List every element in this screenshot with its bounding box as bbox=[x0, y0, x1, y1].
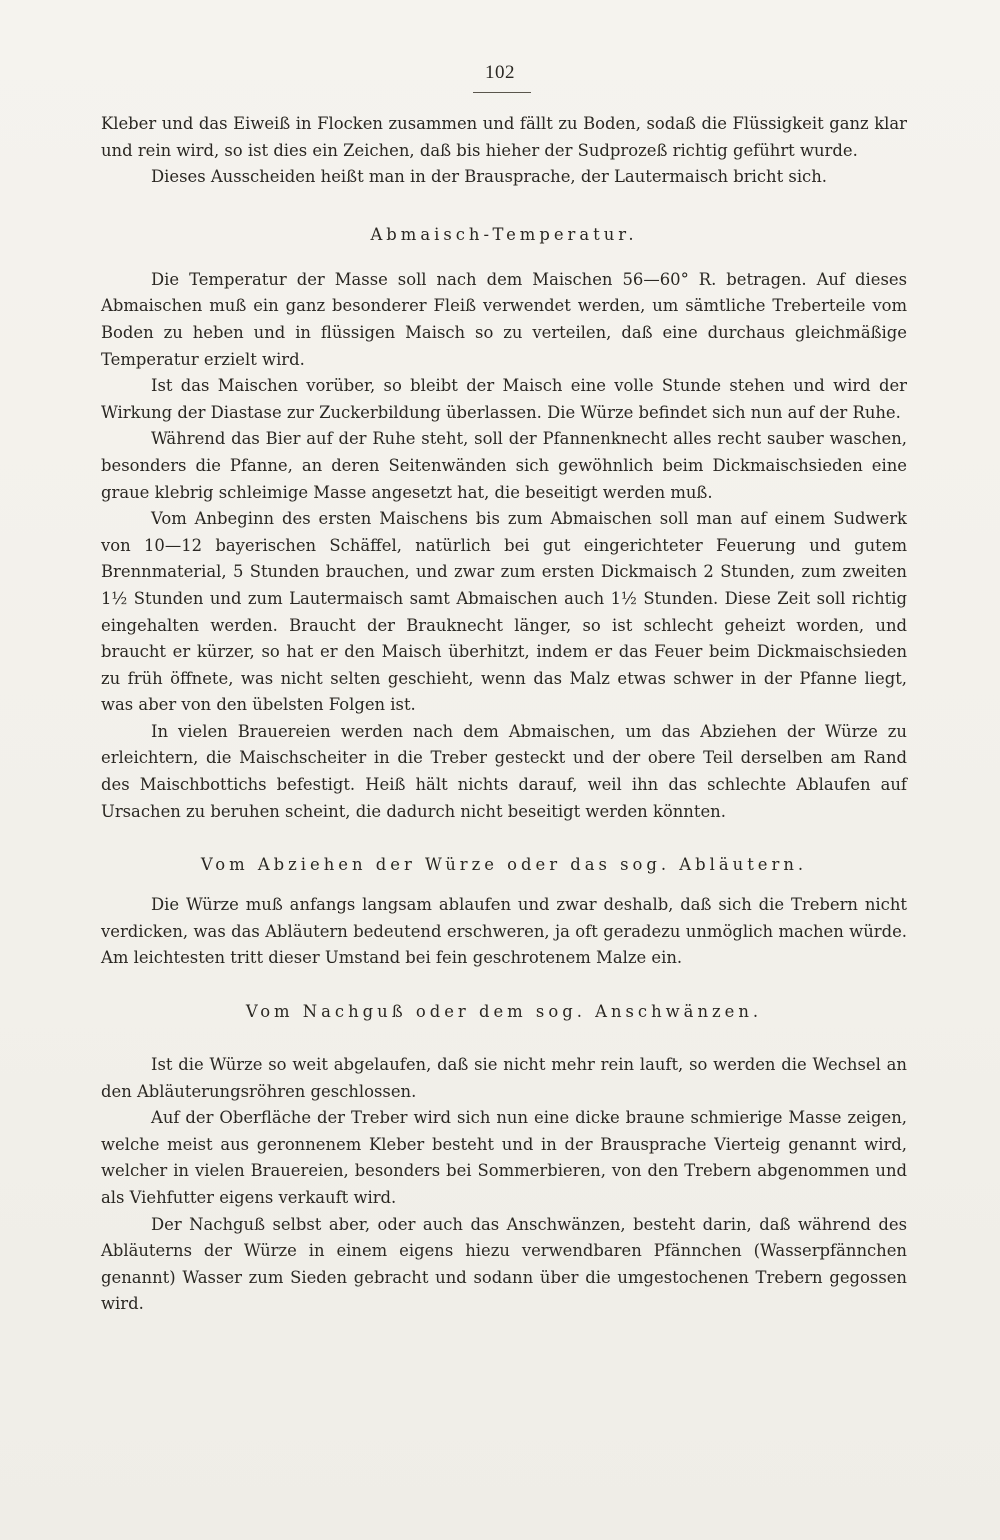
page-body bbox=[101, 111, 907, 1318]
section-heading-anschwaenzen: Vom Nachguß oder dem sog. Anschwänzen. bbox=[245, 1002, 763, 1022]
paragraph: Vom Anbeginn des ersten Maischens bis zum Abmaischen soll man auf einem Sudwerk von 10—12 bayerischen Schäffel, natürlich bei gut eingerichteter Feuerung und gutem Brennmaterial, 5 Stunden brauchen, und zwar zum ersten Dickmaisch 2 Stunden, zum zweiten 1½ Stunden und zum Lautermaisch samt Abmaischen auch 1½ Stunden. Diese Zeit soll richtig eingehalten werden. Braucht der Brauknecht länger, so ist schlecht geheizt worden, und braucht er kürzer, so hat er den Maisch überhitzt, indem er das Feuer beim Dickmaischsieden zu früh öffnete, was nicht selten geschieht, wenn das Malz etwas schwer in der Pfanne liegt, was aber von den übelsten Folgen ist. bbox=[101, 509, 907, 715]
paragraph: Die Würze muß anfangs langsam ablaufen und zwar deshalb, daß sich die Trebern nicht verdicken, was das Abläutern bedeutend erschweren, ja oft geradezu unmöglich machen würde. Am leichtesten tritt dieser Umstand bei fein geschrotenem Malze ein. bbox=[101, 895, 907, 968]
paragraph: In vielen Brauereien werden nach dem Abmaischen, um das Abziehen der Würze zu erleichtern, die Maischscheiter in die Treber gesteckt und der obere Teil derselben am Rand des Maischbottichs befestigt. Heiß hält nichts darauf, weil ihn das schlechte Ablaufen auf Ursachen zu beruhen scheint, die dadurch nicht beseitigt werden könnten. bbox=[101, 721, 907, 821]
paragraph-continued: Kleber und das Eiweiß in Flocken zusammen und fällt zu Boden, sodaß die Flüssigkeit ganz klar und rein wird, so ist dies ein Zeichen, daß bis hieher der Sudprozeß richtig geführt wurde. bbox=[101, 114, 907, 160]
paragraph: Ist das Maischen vorüber, so bleibt der Maisch eine volle Stunde stehen und wird der Wirkung der Diastase zur Zuckerbildung überlassen. Die Würze befindet sich nun auf der Ruhe. bbox=[101, 376, 907, 422]
paragraph: Auf der Oberfläche der Treber wird sich nun eine dicke braune schmierige Masse zeigen, welche meist aus geronnenem Kleber besteht und in der Brausprache Vierteig genannt wird, welcher in vielen Brauereien, besonders bei Sommerbieren, von den Trebern abgenommen und als Viehfutter eigens verkauft wird. bbox=[101, 1108, 907, 1207]
page-number-rule bbox=[473, 92, 531, 93]
paragraph: Die Temperatur der Masse soll nach dem Maischen 56—60° R. betragen. Auf dieses Abmaischen muß ein ganz besonderer Fleiß verwendet werden, um sämtliche Treberteile vom Boden zu heben und in flüssigen Maisch so zu verteilen, daß eine durchaus gleichmäßige Temperatur erzielt wird. bbox=[101, 269, 907, 369]
paragraph: Ist die Würze so weit abgelaufen, daß sie nicht mehr rein lauft, so werden die Wechsel an den Abläuterungsröhren geschlossen. bbox=[101, 1055, 907, 1101]
paragraph: Dieses Ausscheiden heißt man in der Brausprache, der Lautermaisch bricht sich. bbox=[151, 167, 828, 187]
paragraph: Der Nachguß selbst aber, oder auch das Anschwänzen, besteht darin, daß während des Abläuterns der Würze in einem eigens hiezu verwendbaren Pfännchen (Wasserpfännchen genannt) Wasser zum Sieden gebracht und sodann über die umgestochenen Trebern gegossen wird. bbox=[101, 1214, 907, 1314]
paragraph: Während das Bier auf der Ruhe steht, soll der Pfannenknecht alles recht sauber waschen, besonders die Pfanne, an deren Seitenwänden sich gewöhnlich beim Dickmaischsieden eine graue klebrig schleimige Masse angesetzt hat, die beseitigt werden muß. bbox=[101, 429, 907, 502]
section-heading-ablaeutern: Vom Abziehen der Würze oder das sog. Abläutern. bbox=[200, 855, 808, 875]
page-number: 102 bbox=[485, 62, 515, 83]
section-heading-abmaisch-temperatur: Abmaisch-Temperatur. bbox=[370, 224, 638, 244]
